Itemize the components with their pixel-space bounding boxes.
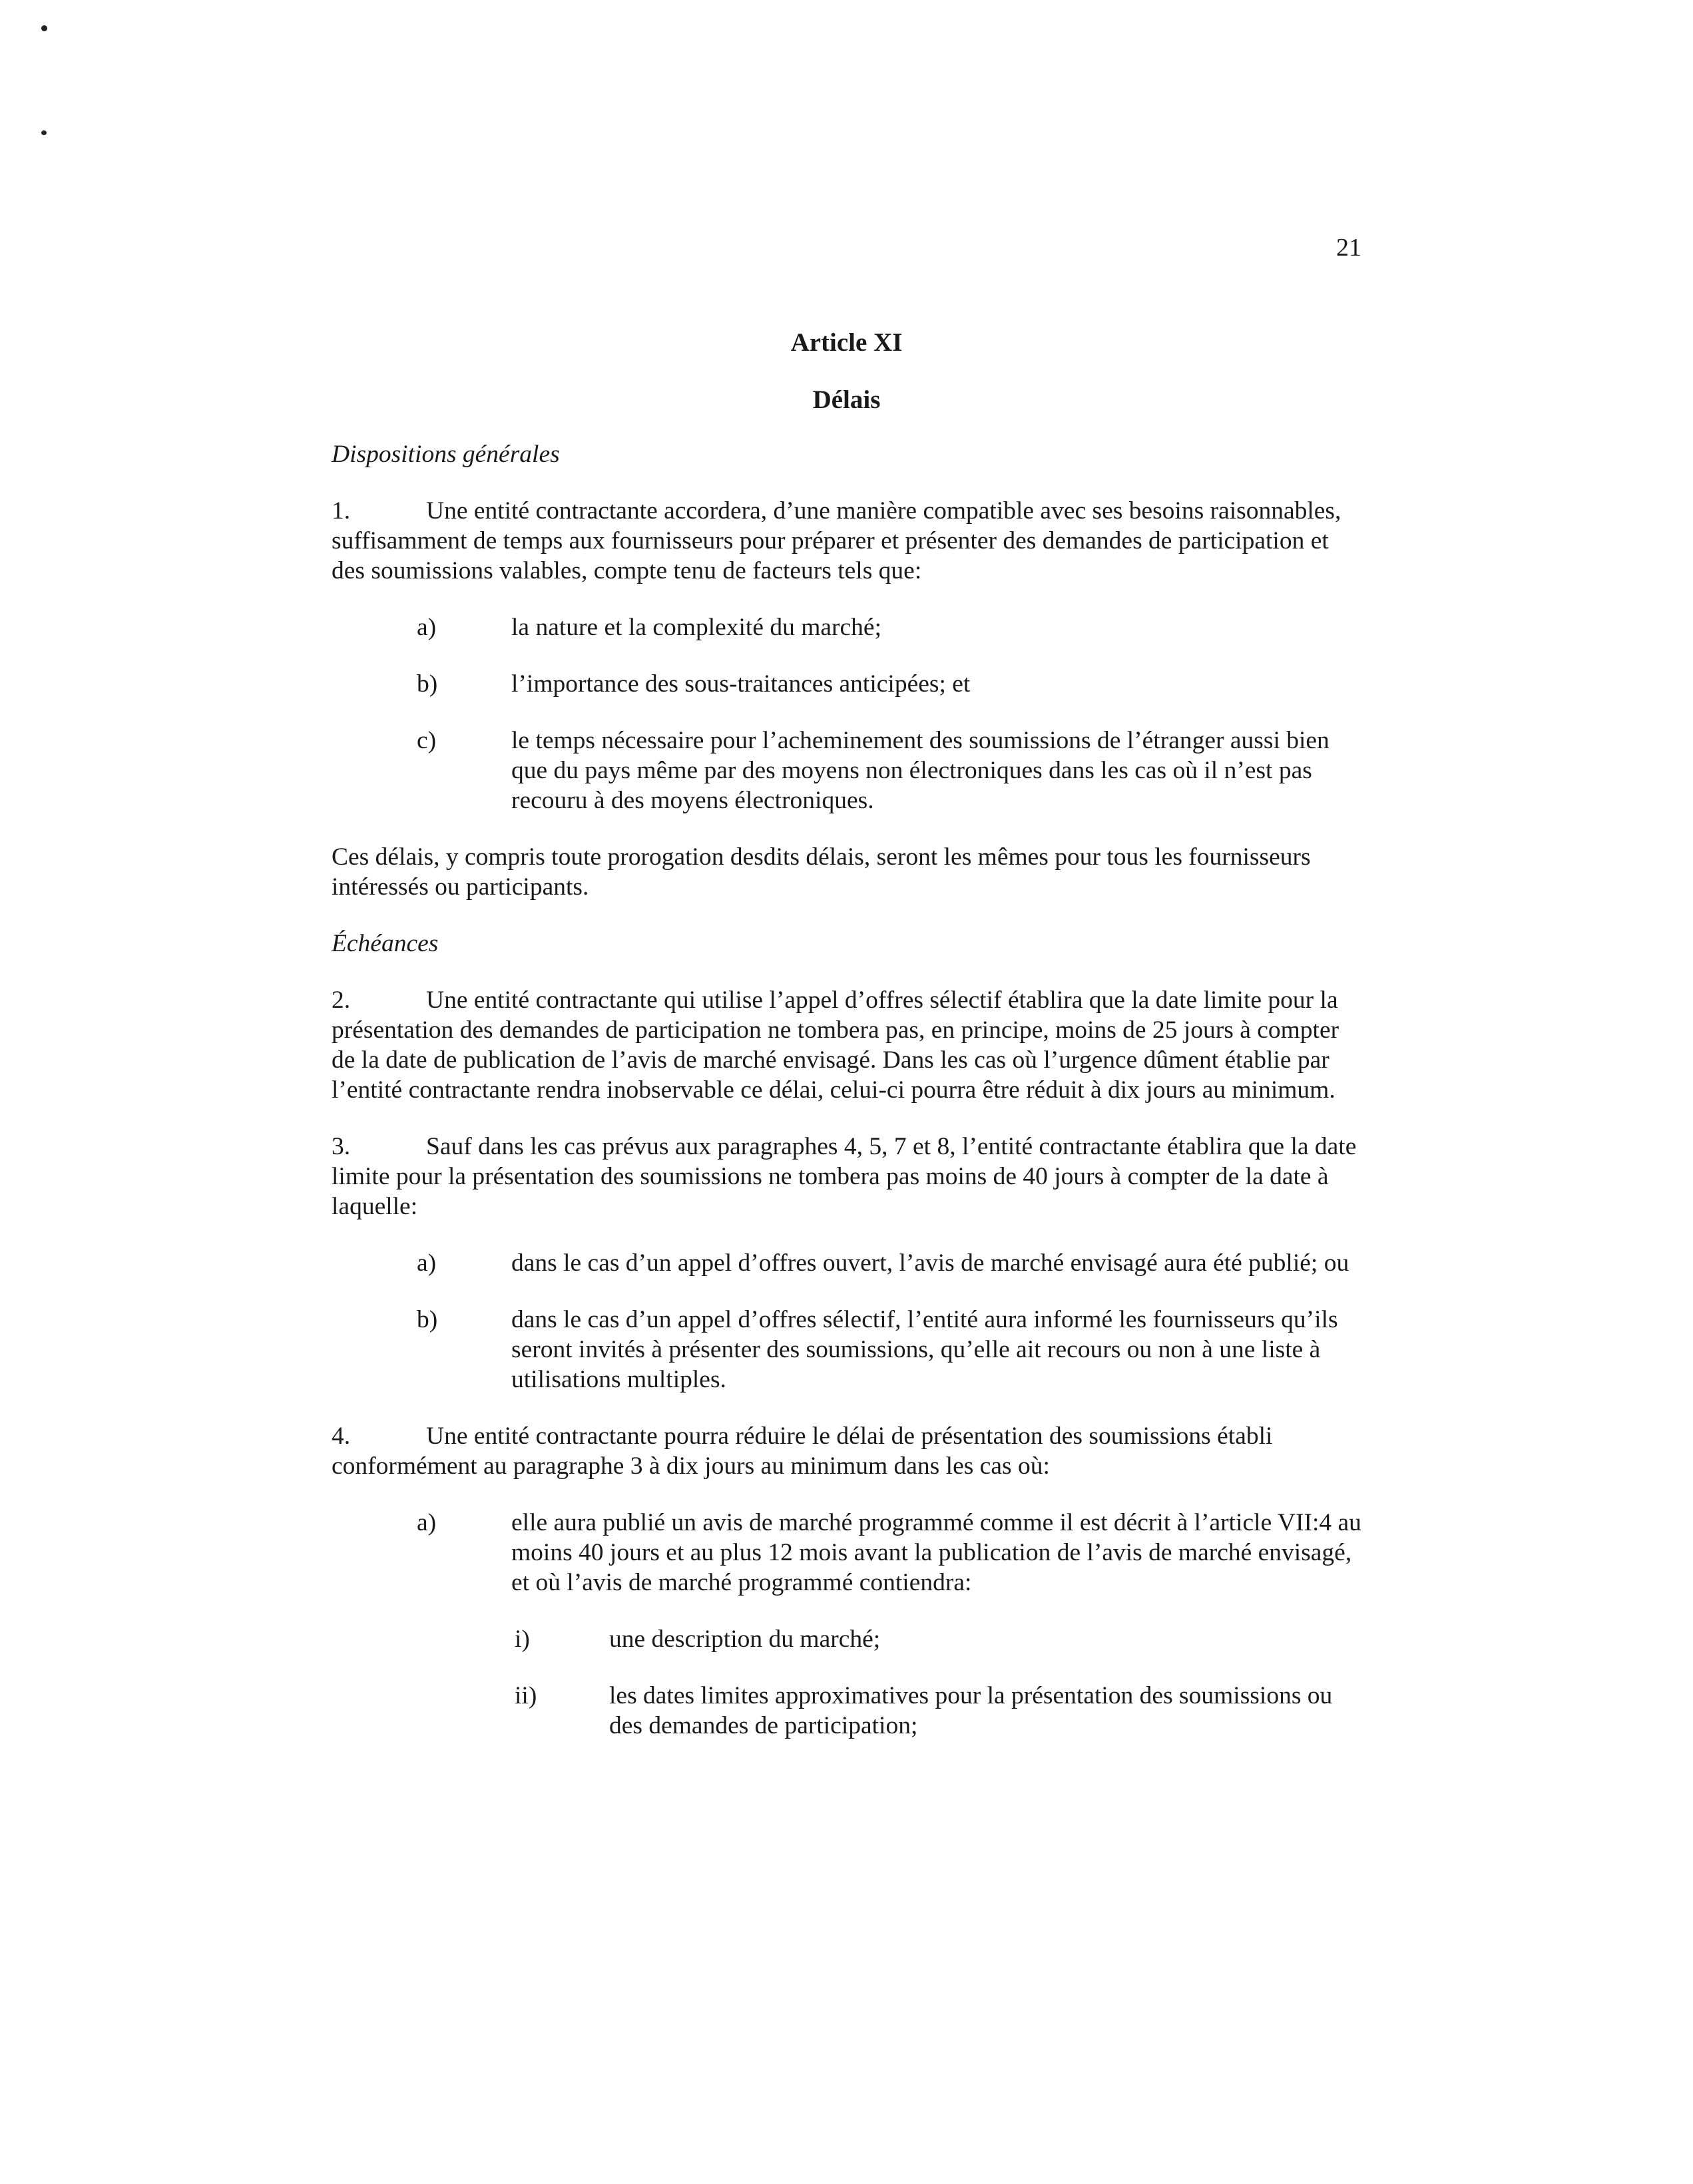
article-title: Article XI [790,328,903,357]
paragraph-number: 2. [332,986,351,1014]
paragraph-3 [332,1132,1363,1221]
sub-list-item [332,1624,1363,1654]
paragraph-2 [332,985,1363,1105]
sub-list-item [332,1681,1363,1741]
paragraph-text: Une entité contractante pourra réduire le délai de présentation des soumissions établi conformément au paragraphe 3 à dix jours au minimum dans les cas où: [332,1422,1273,1480]
article-subtitle: Délais [812,385,881,414]
paragraph-text: Une entité contractante accordera, d’une manière compatible avec ses besoins raisonnables, suffisamment de temps aux fournisseurs pour préparer et présenter des demandes de participation et des soumissions valables, compte tenu de facteurs tels que: [332,497,1341,584]
subitem-text: une description du marché; [609,1626,881,1653]
paragraph-text: Une entité contractante qui utilise l’appel d’offres sélectif établira que la date limite pour la présentation des demandes de participation ne tombera pas, en principe, moins de 25 jours à compter de la date de publication de l’avis de marché envisagé. Dans les cas où l’urgence dûment établie par l’entité contractante rendra inobservable ce délai, celui-ci pourra être réduit à dix jours au minimum. [332,986,1339,1104]
item-text: dans le cas d’un appel d’offres ouvert, l’avis de marché envisagé aura été publié; ou [511,1249,1349,1277]
page-number: 21 [1336,234,1361,262]
list-item [332,669,1363,699]
subitem-text: les dates limites approximatives pour la présentation des soumissions ou des demandes de participation; [609,1682,1333,1739]
item-text: dans le cas d’un appel d’offres sélectif, l’entité aura informé les fournisseurs qu’ils seront invités à présenter des soumissions, qu’elle ait recours ou non à une liste à utilisations multiples. [511,1306,1338,1393]
list-item [332,1248,1363,1278]
item-label: a) [417,614,437,641]
closing-paragraph: Ces délais, y compris toute prorogation desdits délais, seront les mêmes pour tous les fournisseurs intéressés ou participants. [332,843,1311,901]
paragraph-1 [332,496,1363,586]
scan-dot-mark [41,25,47,31]
paragraph-4 [332,1421,1363,1481]
list-item [332,1305,1363,1395]
paragraph-number: 4. [332,1422,351,1450]
subitem-label: ii) [515,1682,537,1709]
item-text: elle aura publié un avis de marché programmé comme il est décrit à l’article VII:4 au moins 40 jours et au plus 12 mois avant la publication de l’avis de marché envisagé, et où l’avis de marché programmé contiendra: [511,1509,1361,1596]
subitem-label: i) [515,1626,530,1653]
scan-dot-mark [41,130,47,135]
item-label: b) [417,1306,438,1333]
section-heading: Dispositions générales [332,441,560,468]
item-label: c) [417,727,437,754]
item-label: a) [417,1249,437,1277]
list-item [332,612,1363,642]
item-text: l’importance des sous-traitances anticipées; et [511,670,971,698]
list-item [332,1508,1363,1598]
item-text: le temps nécessaire pour l’acheminement des soumissions de l’étranger aussi bien que du pays même par des moyens non électroniques dans les cas où il n’est pas recouru à des moyens électroniques. [511,727,1330,814]
paragraph-number: 1. [332,497,351,525]
item-label: b) [417,670,438,698]
item-label: a) [417,1509,437,1536]
document-body [332,439,1363,1767]
item-text: la nature et la complexité du marché; [511,614,881,641]
list-item [332,726,1363,815]
paragraph-number: 3. [332,1133,351,1160]
paragraph-text: Sauf dans les cas prévus aux paragraphes 4, 5, 7 et 8, l’entité contractante établira que la date limite pour la présentation des soumissions ne tombera pas moins de 40 jours à compter de la date à laquelle: [332,1133,1357,1220]
section-heading: Échéances [332,930,439,957]
